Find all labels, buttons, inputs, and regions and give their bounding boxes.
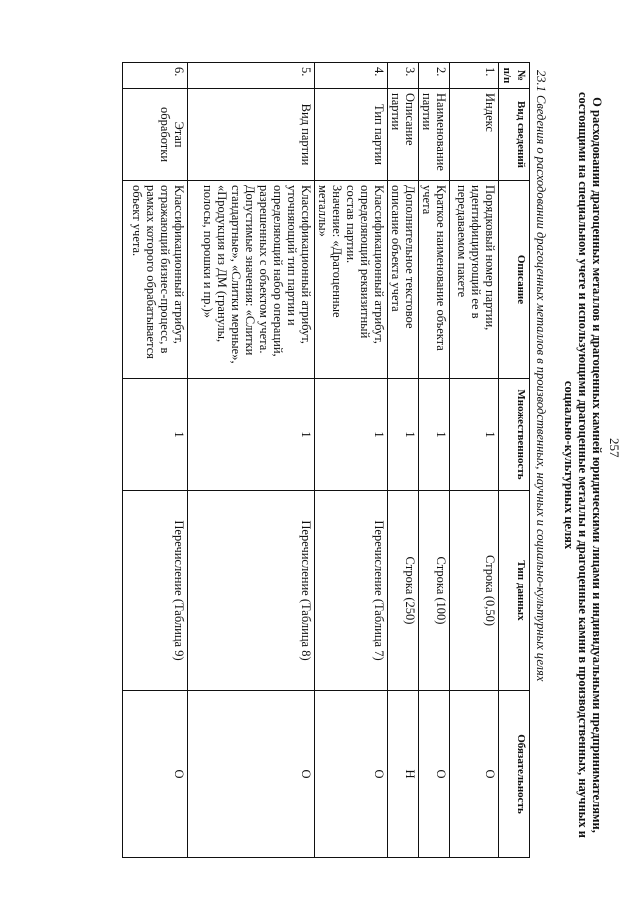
cell-kind: Этап обработки bbox=[123, 89, 188, 181]
cell-data-type: Строка (0,50) bbox=[450, 491, 499, 691]
cell-required: О bbox=[188, 691, 315, 858]
cell-number: 5. bbox=[188, 63, 315, 89]
table-row bbox=[123, 63, 188, 858]
header-multiplicity: Множественность bbox=[499, 379, 530, 491]
cell-required: Н bbox=[388, 691, 419, 858]
cell-data-type: Строка (250) bbox=[388, 491, 419, 691]
cell-data-type: Перечисление (Таблица 7) bbox=[315, 491, 388, 691]
document-title: О расходовании драгоценных металлов и драгоценных камней юридическими лицами и индивидуальными предпринимателями, состоящими на специальном учете и использующими драгоценные металлы и драгоценные камни в производственных, научных и социально-культурных целях bbox=[562, 91, 604, 839]
table-row bbox=[419, 63, 450, 858]
cell-kind: Вид партии bbox=[188, 89, 315, 181]
cell-data-type: Перечисление (Таблица 9) bbox=[123, 491, 188, 691]
cell-kind: Описание партии bbox=[388, 89, 419, 181]
table-row bbox=[188, 63, 315, 858]
header-number: № п/п bbox=[499, 63, 530, 89]
cell-description: Классификационный атрибут, определяющий реквизитный состав партии. Значение: «Драгоценные металлы» bbox=[315, 181, 388, 379]
cell-description: Порядковый номер партии, идентифицирующий ее в передаваемом пакете bbox=[450, 181, 499, 379]
table-row bbox=[388, 63, 419, 858]
cell-number: 6. bbox=[123, 63, 188, 89]
header-data-type: Тип данных bbox=[499, 491, 530, 691]
table-row bbox=[450, 63, 499, 858]
cell-multiplicity: 1 bbox=[123, 379, 188, 491]
table-caption: 23.1 Сведения о расходовании драгоценных металлов в производственных, научных и социально-культурных целях bbox=[534, 70, 548, 682]
cell-kind: Индекс bbox=[450, 89, 499, 181]
cell-required: О bbox=[123, 691, 188, 858]
cell-required: О bbox=[450, 691, 499, 858]
cell-description: Классификационный атрибут, отражающий бизнес-процесс, в рамках которого обрабатывается объект учета. bbox=[123, 181, 188, 379]
header-kind: Вид сведений bbox=[499, 89, 530, 181]
cell-number: 3. bbox=[388, 63, 419, 89]
precious-metals-table bbox=[122, 62, 530, 858]
cell-data-type: Перечисление (Таблица 8) bbox=[188, 491, 315, 691]
table-row bbox=[315, 63, 388, 858]
header-required: Обязательность bbox=[499, 691, 530, 858]
cell-multiplicity: 1 bbox=[315, 379, 388, 491]
cell-description: Классификационный атрибут, уточняющий тип партии и определяющий набор операций, разрешенных с объектом учета. Допустимые значения: «Слитки стандартные», «Слитки мерные», «Продукция из ДМ (гранулы, полосы, порошки и пр.)» bbox=[188, 181, 315, 379]
cell-multiplicity: 1 bbox=[450, 379, 499, 491]
cell-description: Дополнительное текстовое описание объекта учета bbox=[388, 181, 419, 379]
cell-kind: Тип партии bbox=[315, 89, 388, 181]
cell-multiplicity: 1 bbox=[419, 379, 450, 491]
cell-number: 4. bbox=[315, 63, 388, 89]
cell-number: 1. bbox=[450, 63, 499, 89]
cell-description: Краткое наименование объекта учета bbox=[419, 181, 450, 379]
page-number: 257 bbox=[607, 438, 622, 458]
cell-data-type: Строка (100) bbox=[419, 491, 450, 691]
header-description: Описание bbox=[499, 181, 530, 379]
table-header-row bbox=[499, 63, 530, 858]
cell-number: 2. bbox=[419, 63, 450, 89]
cell-kind: Наименование партии bbox=[419, 89, 450, 181]
cell-required: О bbox=[315, 691, 388, 858]
cell-multiplicity: 1 bbox=[388, 379, 419, 491]
cell-multiplicity: 1 bbox=[188, 379, 315, 491]
cell-required: О bbox=[419, 691, 450, 858]
